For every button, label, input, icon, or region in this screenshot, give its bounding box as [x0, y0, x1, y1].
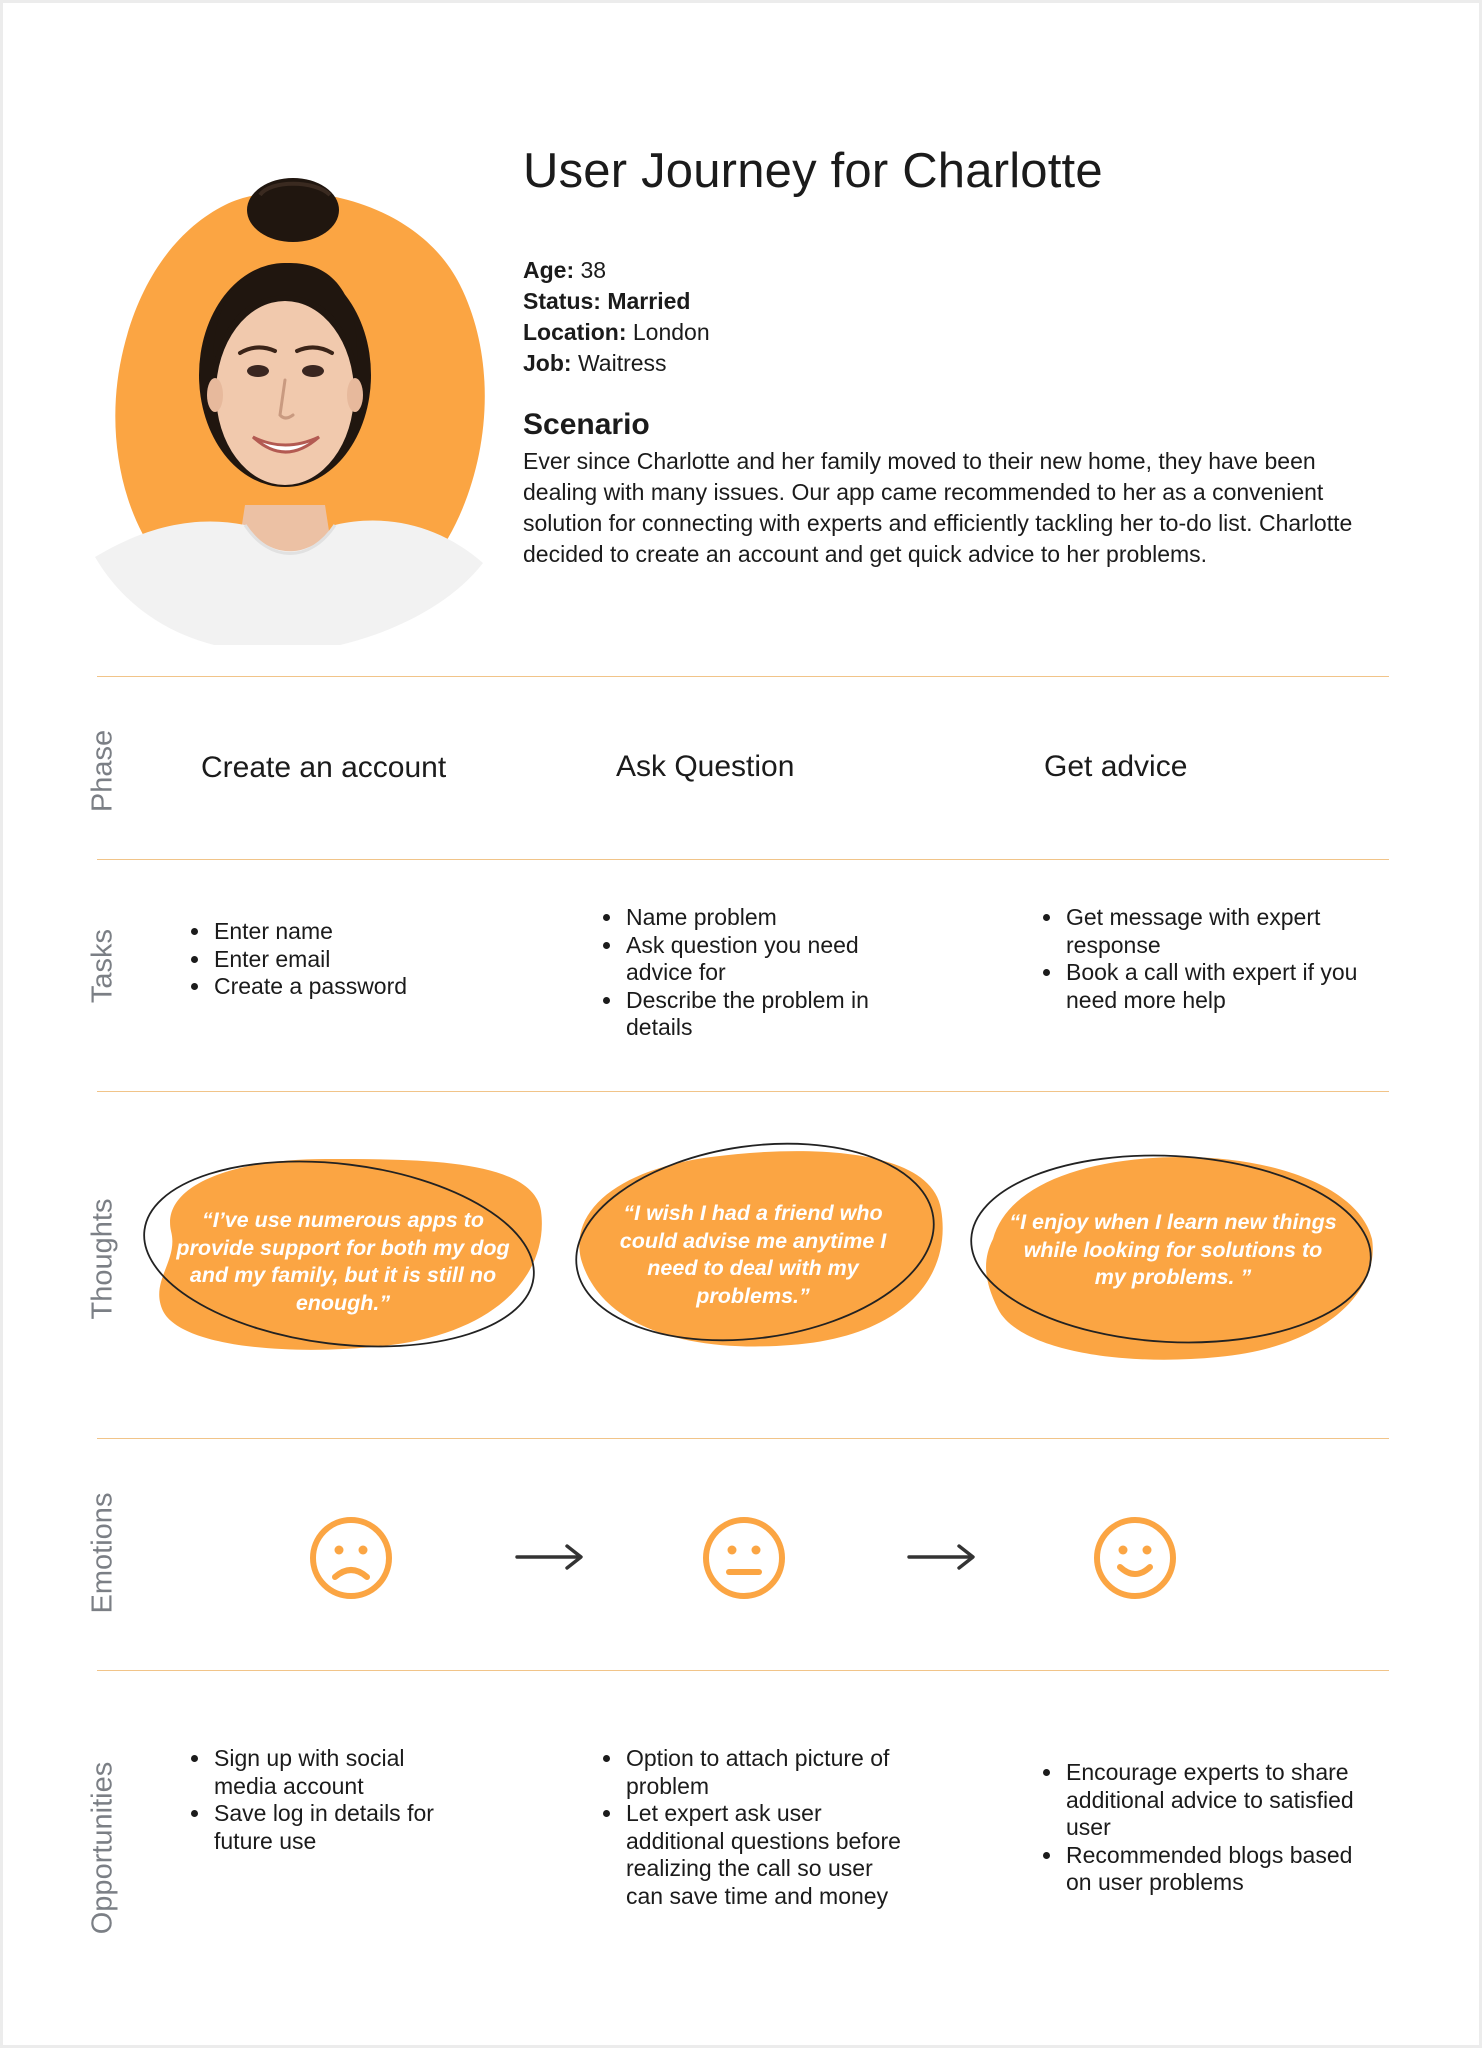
tasks-list-3 — [1040, 904, 1364, 1014]
phase-create-account: Create an account — [201, 751, 447, 784]
row-label-tasks: Tasks — [86, 928, 119, 1004]
thought-quote-3: “I enjoy when I learn new things while looking for solutions to my problems. ” — [1009, 1210, 1337, 1289]
list-item: • Option to attach picture of problem — [624, 1745, 914, 1800]
list-item: • Get message with expert response — [1064, 904, 1364, 959]
list-item: • Create a password — [212, 973, 532, 1001]
row-label-opportunities: Opportunities — [86, 1761, 119, 1935]
list-item: • Let expert ask user additional questions before realizing the call so user can save time and money — [624, 1800, 914, 1910]
scenario-text: Ever since Charlotte and her family moved to their new home, they have been dealing with many issues. Our app came recommended to her as a convenient solution for connecting with experts and efficiently tackling her to-do list. Charlotte decided to create an account and get quick advice to her problems. — [523, 448, 1353, 567]
row-divider — [97, 1670, 1389, 1671]
fact-label: Location: — [523, 319, 627, 345]
list-item: • Enter email — [212, 946, 532, 974]
fact-label: Job: — [523, 350, 572, 376]
phase-ask-question: Ask Question — [616, 750, 795, 783]
fact-age — [523, 255, 710, 286]
persona-facts — [523, 255, 710, 379]
thought-bubble-3 — [968, 1149, 1378, 1367]
fact-value: London — [626, 319, 710, 345]
row-label-phase: Phase — [86, 729, 119, 813]
opportunities-list-2 — [600, 1745, 914, 1910]
list-item: • Name problem — [624, 904, 914, 932]
list-item: • Sign up with social media account — [212, 1745, 472, 1800]
fact-value: 38 — [574, 257, 607, 283]
happy-face-icon — [1092, 1515, 1178, 1601]
fact-value: Waitress — [571, 350, 667, 376]
row-divider — [97, 1091, 1389, 1092]
fact-label: Status: Married — [523, 288, 691, 314]
row-label-thoughts: Thoughts — [86, 1198, 119, 1320]
row-label-emotions: Emotions — [86, 1492, 119, 1614]
thought-bubble-2 — [561, 1139, 945, 1357]
thought-quote-1: “I’ve use numerous apps to provide support for both my dog and my family, but it is still no enough.” — [176, 1208, 510, 1315]
right-arrow-icon — [515, 1542, 585, 1572]
sad-face-icon — [308, 1515, 394, 1601]
list-item: • Save log in details for future use — [212, 1800, 472, 1855]
phase-get-advice: Get advice — [1044, 750, 1188, 783]
fact-label: Age: — [523, 257, 575, 283]
thought-quote-2: “I wish I had a friend who could advise me anytime I need to deal with my problems.” — [619, 1201, 887, 1308]
list-item: • Describe the problem in details — [624, 987, 914, 1042]
persona-portrait — [85, 175, 495, 645]
fact-location — [523, 317, 710, 348]
list-item: • Book a call with expert if you need more help — [1064, 959, 1364, 1014]
fact-status — [523, 286, 710, 317]
neutral-face-icon — [701, 1515, 787, 1601]
tasks-list-2 — [600, 904, 914, 1042]
list-item: • Encourage experts to share additional advice to satisfied user — [1064, 1759, 1354, 1842]
tasks-list-1 — [188, 918, 532, 1001]
scenario-heading: Scenario — [523, 408, 650, 441]
journey-map-page — [3, 3, 1479, 2045]
opportunities-list-1 — [188, 1745, 472, 1855]
fact-job — [523, 348, 710, 379]
list-item: • Enter name — [212, 918, 532, 946]
list-item: • Recommended blogs based on user problems — [1064, 1842, 1354, 1897]
row-divider — [97, 859, 1389, 860]
opportunities-list-3 — [1040, 1759, 1354, 1897]
page-title: User Journey for Charlotte — [523, 144, 1103, 198]
list-item: • Ask question you need advice for — [624, 932, 914, 987]
right-arrow-icon — [907, 1542, 977, 1572]
row-divider — [97, 1438, 1389, 1439]
row-divider — [97, 676, 1389, 677]
thought-bubble-1 — [141, 1151, 545, 1351]
